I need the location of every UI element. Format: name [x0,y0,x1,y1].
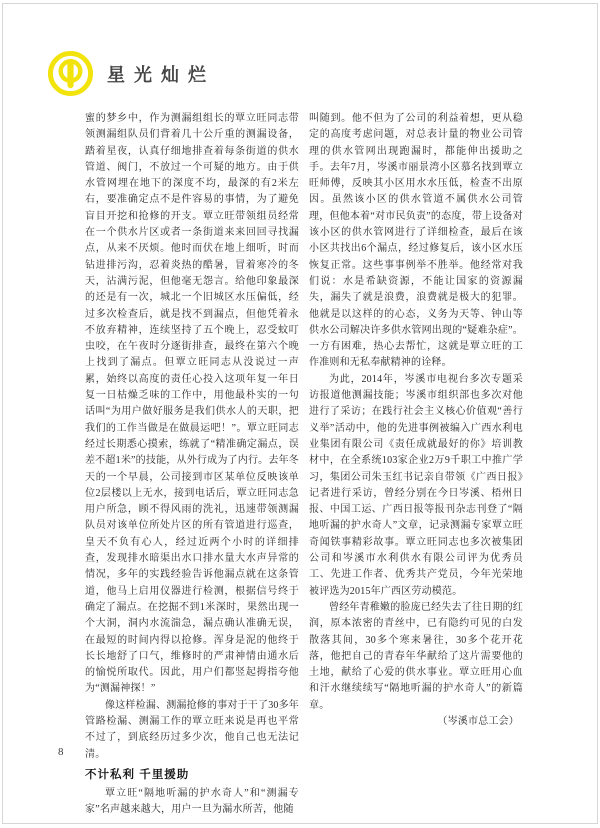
right-paragraph-3: 曾经年青稚嫩的脸庞已经失去了往日期的红润，原本浓密的青丝中，已有隐约可见的白发散落其间，30多个寒来暑往，30多个花开花落，他把自己的青春年华献给了这片需要他的土地，献给了心爱的供水事业。覃立旺用心血和汗水继续续写“隔地听漏的护水奇人”的新篇章。 [309,601,523,711]
left-paragraph-3: 覃立旺“隔地听漏的护水奇人”和“测漏专家”名声越来越大，用户一旦为漏水所苦，他随 [85,788,299,816]
section-heading: 不计私利 千里援助 [85,768,190,781]
attribution: （岑溪市总工会） [437,715,519,727]
right-column [309,111,523,819]
left-paragraph-2: 像这样检漏、测漏抢修的事对于干了30多年管路检漏、测漏工作的覃立旺来说是再也平常不过了，到底经历过多少次，他自己也无法记清。 [85,699,299,760]
page-number: 8 [58,746,64,758]
masthead [47,50,215,97]
masthead-title: 星光灿烂 [107,64,215,85]
article-body [85,111,523,819]
left-column [85,111,299,819]
right-paragraph-2: 为此，2014年，岑溪市电视台多次专题采访报道他测漏技能；岑溪市组织部也多次对他进行了采访；在践行社会主义核心价值观“善行义举”活动中，他的先进事例被编入广西水利电业集团有限公司《责任成就最好的你》培训教材中，在全系统103家企业2万9千职工中推广学习，集团公司朱玉红书记亲自带领《广西日报》记者进行采访，曾经分别在今日岑溪、梧州日报、中国工运、广西日报等报刊杂志刊登了“隔地听漏的护水奇人”文章，记录测漏专家覃立旺奇闻铁事精彩故事。覃立旺同志也多次被集团公司和岑溪市水利供水有限公司评为优秀员工、先进工作者、优秀共产党员，今年光荣地被评选为2015年广西区劳动模范。 [309,373,523,597]
right-paragraph-1: 叫随到。他不但为了公司的利益着想，更从稳定的高度考虑问题，对总表计量的物业公司管理的供水管网出现跑漏时，都能伸出援助之手。去年7月，岑溪市丽景湾小区慕名找到覃立旺师傅，反映其小区用水水压低，检查不出原因。虽然该小区的供水管道不属供水公司管理，但他本着“对市民负责”的态度，带上设备对该小区的供水管网进行了详细检查，最后在该小区共找出6个漏点，经过修复后，该小区水压恢复正常。这些事事例举不胜举。他经常对我们说：水是希缺资源，不能让国家的资源漏失，漏失了就是浪费，浪费就是极大的犯罪。他就是以这样的的心态，义务为天等、钟山等供水公司解决许多供水管网出现的“疑难杂症”。一方有困难，热心去帮忙，这就是覃立旺的工作准则和无私奉献精神的诠释。 [309,113,523,369]
left-paragraph-1: 蜜的梦乡中，作为测漏组组长的覃立旺同志带领测漏组队员们背着几十公斤重的测漏设备，踏着星夜，认真仔细地排查着每条街道的供水管道、阀门，不放过一个可疑的地方。由于供水管网埋在地下的深度不均，最深的有2米左右，要准确定点不是件容易的事情，为了避免盲目开挖和抢修的开支。覃立旺带领组员经常在一个供水片区或者一条街道来来回回寻找漏点，从来不厌烦。他时而伏在地上细听，时而钻进排污沟，忍着炎热的酷暑，冒着寒冷的冬天，沾满污泥，但他毫无怨言。给他印象最深的还是有一次，城北一个旧城区水压偏低，经过多次检查后，就是找不到漏点，但他凭着永不放弃精神，连续坚持了五个晚上，忍受蚊叮虫咬，在午夜时分逐街排查，最终在第六个晚上找到了漏点。但覃立旺同志从没说过一声累，始终以高度的责任心投入这项年复一年日复一日枯燥乏味的工作中，用他最朴实的一句话叫“为用户做好服务是我们供水人的天职，把我们的工作当做是在做晨运吧！”。覃立旺同志经过长期悉心摸索，练就了“精准确定漏点，误差不超1米”的技能，从外行成为了内行。去年冬天的一个早晨，公司接到市区某单位反映该单位2层楼以上无水，接到电话后，覃立旺同志急用户所急，顾不得风雨的洗礼，迅速带领测漏队员对该单位所处片区的所有管道进行巡查，皇天不负有心人，经过近两个小时的详细排查，发现排水暗渠出水口排水量大水声异常的情况，多年的实践经验告诉他漏点就在这条管道，他马上启用仪器进行检测，根据信号终于确定了漏点。在挖掘不到1米深时，果然出现一个大洞，洞内水流湍急，漏点确认准确无误，在最短的时间内得以抢修。浑身是泥的他终于长长地舒了口气，维修时的严肃神情由通水后的愉悦所取代。因此，用户们都竖起拇指夸他为“测漏神探！” [85,113,299,695]
union-emblem-icon [47,50,94,97]
